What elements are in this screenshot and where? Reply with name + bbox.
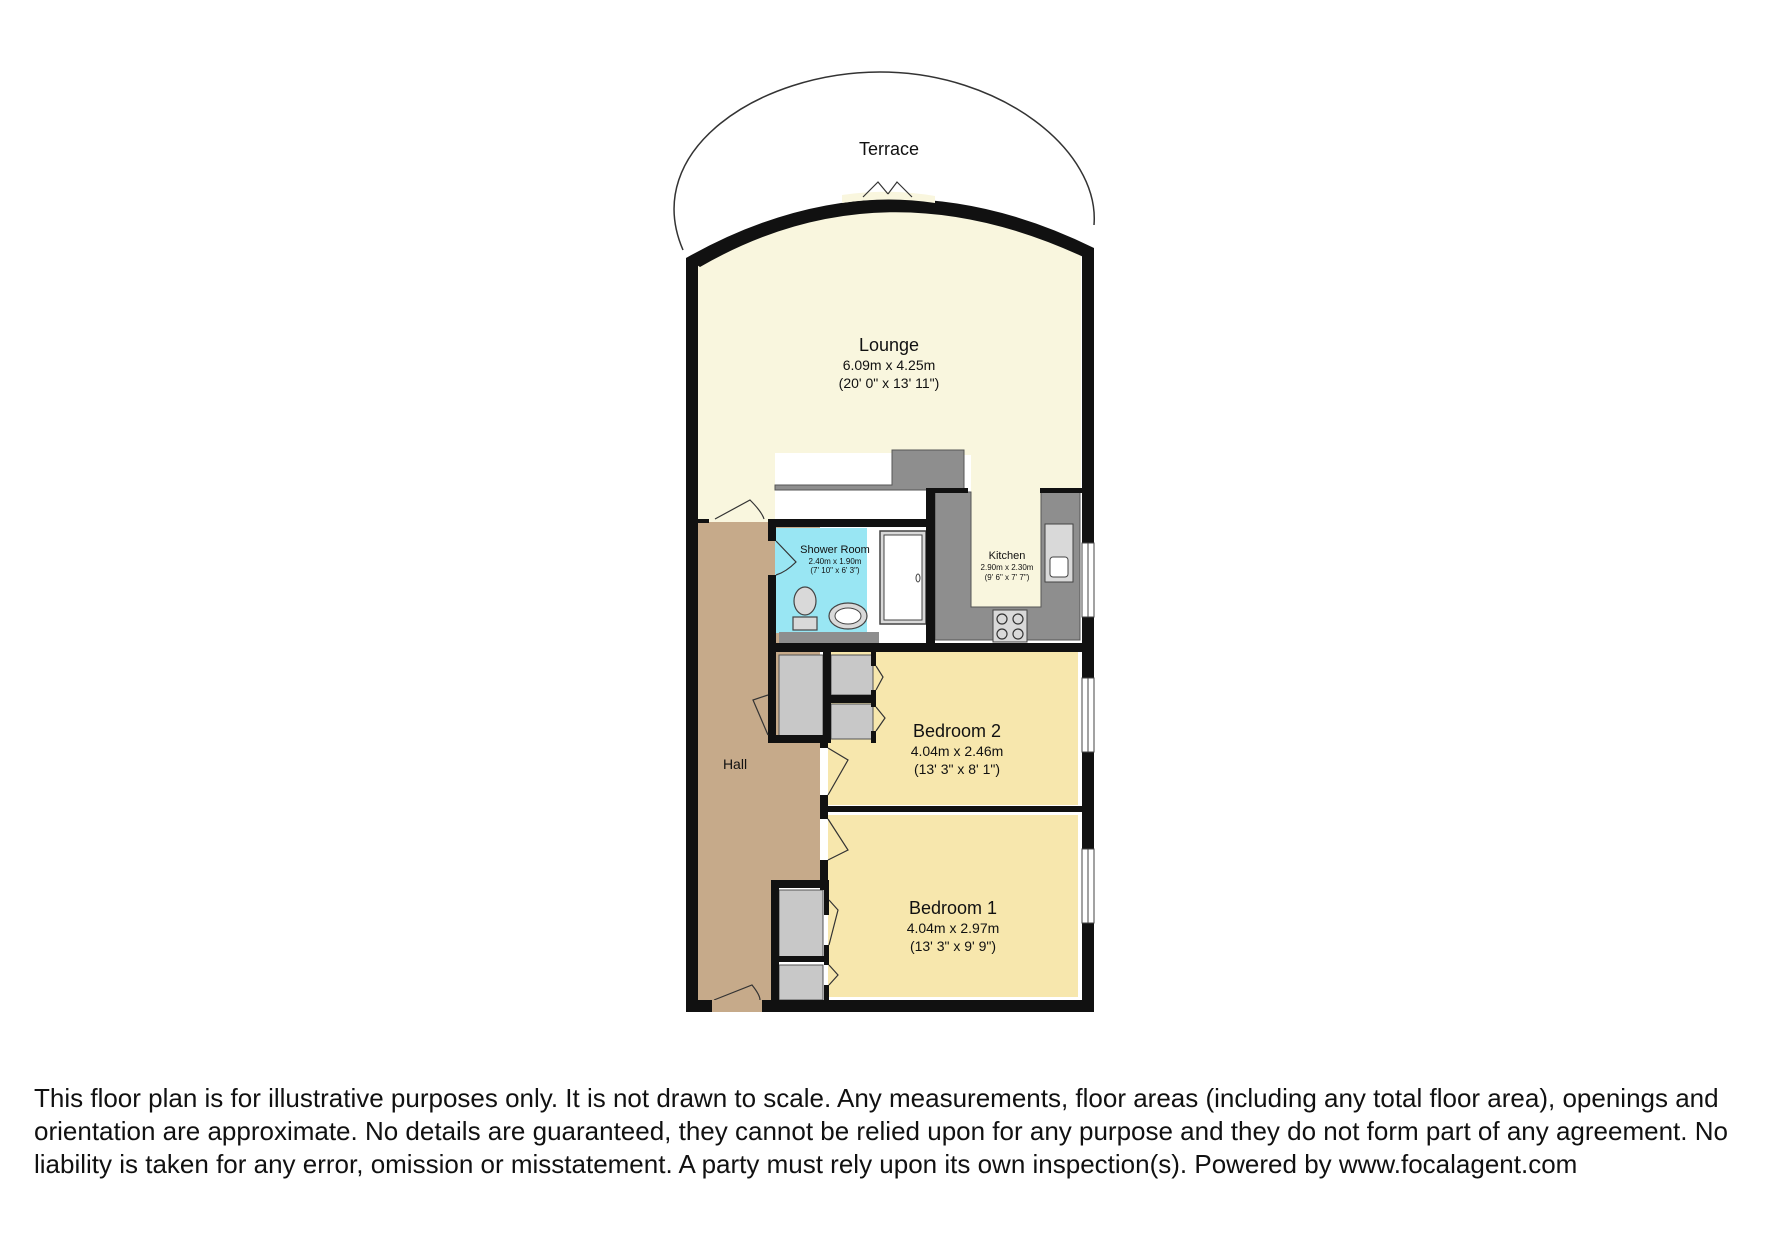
wall bbox=[931, 488, 968, 493]
bedroom-1-metric: 4.04m x 2.97m bbox=[906, 920, 1000, 936]
bedroom-1-imperial: (13' 3" x 9' 9") bbox=[909, 938, 997, 954]
bedroom-2-metric: 4.04m x 2.46m bbox=[910, 743, 1004, 759]
cupboard bbox=[831, 704, 873, 739]
wall bbox=[768, 519, 776, 541]
cupboard bbox=[779, 965, 823, 1000]
bedroom-2-name: Bedroom 2 bbox=[912, 721, 1002, 741]
wall bbox=[871, 643, 876, 666]
wall bbox=[771, 956, 827, 962]
kitchen-metric: 2.90m x 2.30m bbox=[980, 563, 1034, 572]
wall bbox=[824, 985, 829, 1012]
wall bbox=[820, 743, 828, 748]
wall bbox=[824, 880, 829, 915]
wall bbox=[768, 575, 776, 647]
wall bbox=[871, 690, 876, 707]
wall bbox=[768, 519, 928, 527]
lounge-name: Lounge bbox=[858, 335, 920, 355]
wall bbox=[823, 643, 831, 743]
shower-room-metric: 2.40m x 1.90m bbox=[808, 557, 862, 566]
bedroom-1-name: Bedroom 1 bbox=[908, 898, 998, 918]
toilet bbox=[794, 587, 816, 615]
wall bbox=[826, 695, 875, 703]
wall bbox=[768, 643, 1094, 652]
wall bbox=[768, 643, 776, 743]
wall bbox=[926, 488, 935, 648]
entrance-door bbox=[712, 1000, 762, 1012]
terrace-label: Terrace bbox=[858, 139, 920, 159]
wall bbox=[697, 519, 709, 523]
kitchen-name: Kitchen bbox=[988, 550, 1026, 562]
hall-name: Hall bbox=[722, 756, 748, 772]
left-wall bbox=[686, 258, 698, 1012]
lounge-imperial: (20' 0" x 13' 11") bbox=[838, 375, 940, 391]
cupboard bbox=[779, 655, 823, 737]
wall bbox=[871, 731, 876, 743]
kitchen-imperial: (9' 6" x 7' 7") bbox=[984, 573, 1030, 582]
cupboard bbox=[779, 890, 823, 958]
wall bbox=[771, 880, 828, 888]
bedroom-2-imperial: (13' 3" x 8' 1") bbox=[913, 761, 1001, 777]
shower-room-name: Shower Room bbox=[800, 544, 870, 556]
wall bbox=[824, 945, 829, 965]
disclaimer-text: This floor plan is for illustrative purposes only. It is not drawn to scale. Any measurements, floor areas (including any total floor area), openings and orientation are approximate. No details are guaranteed, they cannot be relied upon for any purpose and they do not form part of any agreement. No liability is taken for any error, omission or misstatement. A party must rely upon its own inspection(s). Powered by www.focalagent.com bbox=[34, 1083, 1728, 1179]
kitchen-sink-basin bbox=[1050, 557, 1068, 577]
wash-basin-bowl bbox=[835, 608, 861, 624]
toilet-cistern bbox=[793, 617, 817, 630]
shower-room-imperial: (7' 10" x 6' 3") bbox=[810, 566, 860, 575]
wall bbox=[820, 806, 1094, 812]
wall bbox=[771, 880, 779, 1012]
cupboard bbox=[831, 655, 873, 695]
wall bbox=[1040, 488, 1084, 493]
lounge-metric: 6.09m x 4.25m bbox=[842, 357, 936, 373]
wall bbox=[768, 735, 831, 743]
